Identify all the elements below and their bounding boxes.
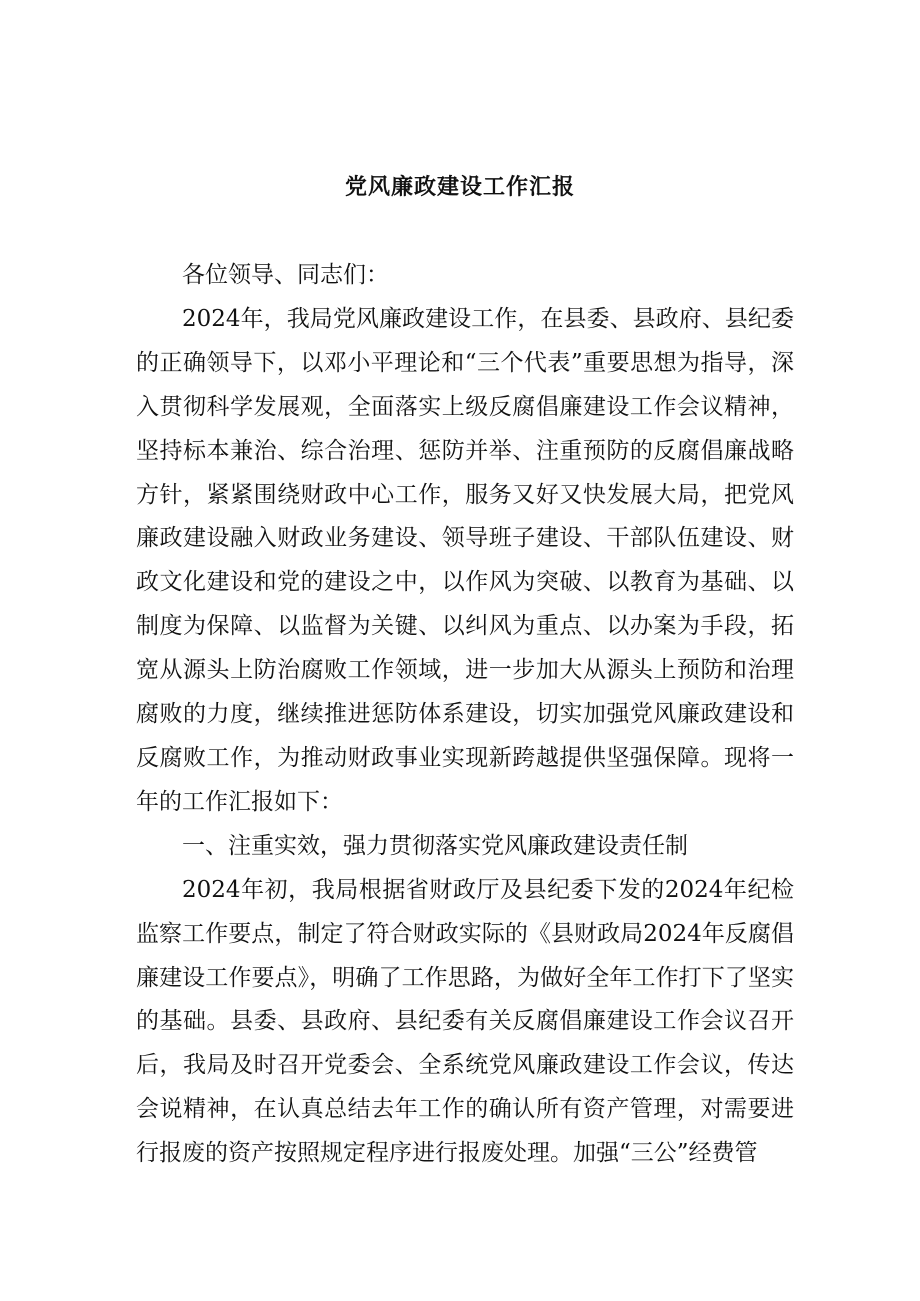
paragraph-intro: 2024年，我局党风廉政建设工作，在县委、县政府、县纪委的正确领导下，以邓小平理论和“三个代表”重要思想为指导，深入贯彻科学发展观，全面落实上级反腐倡廉建设工作会议精神，坚持标本兼治、综合治理、惩防并举、注重预防的反腐倡廉战略方针，紧紧围绕财政中心工作，服务又好又快发展大局，把党风廉政建设融入财政业务建设、领导班子建设、干部队伍建设、财政文化建设和党的建设之中，以作风为突破、以教育为基础、以制度为保障、以监督为关键、以纠风为重点、以办案为手段，拓宽从源头上防治腐败工作领域，进一步加大从源头上预防和治理腐败的力度，继续推进惩防体系建设，切实加强党风廉政建设和反腐败工作，为推动财政事业实现新跨越提供坚强保障。现将一年的工作汇报如下： (136, 305, 794, 815)
salutation: 各位领导、同志们： (182, 262, 389, 288)
document-title: 党风廉政建设工作汇报 (344, 174, 575, 200)
paragraph-section-1: 2024年初，我局根据省财政厅及县纪委下发的2024年纪检监察工作要点，制定了符合财政实际的《县财政局2024年反腐倡廉建设工作要点》，明确了工作思路，为做好全年工作打下了坚实的基础。县委、县政府、县纪委有关反腐倡廉建设工作会议召开后，我局及时召开党委会、全系统党风廉政建设工作会议，传达会说精神，在认真总结去年工作的确认所有资产管理，对需要进行报废的资产按照规定程序进行报废处理。加强“三公”经费管 (136, 876, 794, 1167)
document-body (136, 254, 794, 1176)
section-heading-1: 一、注重实效，强力贯彻落实党风廉政建设责任制 (182, 832, 688, 859)
